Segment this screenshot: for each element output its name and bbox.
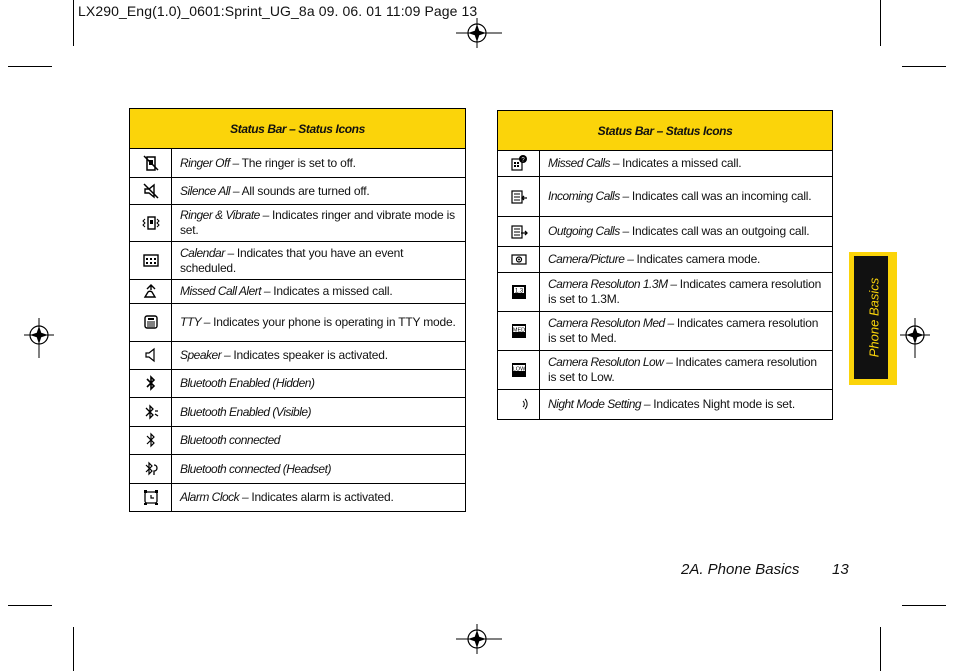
bluetooth-headset-icon — [142, 460, 160, 478]
incoming-calls-icon — [510, 187, 528, 205]
registration-mark-icon — [900, 318, 930, 358]
table-row — [130, 304, 466, 342]
row-desc: All sounds are turned off. — [239, 183, 370, 198]
status-icons-table-left — [129, 108, 466, 512]
camera-resolution-med-icon — [510, 322, 528, 340]
row-term: Alarm Clock – — [180, 490, 249, 504]
row-term: TTY – — [180, 315, 210, 329]
table-row — [130, 427, 466, 455]
missed-calls-icon — [510, 154, 528, 172]
row-desc: Indicates camera resolution is set to Med. — [548, 316, 819, 345]
silence-all-icon — [142, 182, 160, 200]
footer-section-title: 2A. Phone Basics — [681, 561, 800, 578]
table-row — [130, 342, 466, 370]
page-number: 13 — [832, 561, 849, 578]
ringer-off-icon — [142, 154, 160, 172]
outgoing-calls-icon — [510, 222, 528, 240]
missed-call-alert-icon — [142, 282, 160, 300]
table-row — [498, 151, 833, 177]
table-row — [498, 312, 833, 351]
row-term: Camera/Picture – — [548, 252, 634, 266]
section-tab — [849, 252, 897, 385]
row-desc: Indicates camera resolution is set to 1.3M. — [548, 277, 822, 306]
table-row — [130, 242, 466, 280]
svg-text:?: ? — [520, 157, 525, 164]
tty-icon — [142, 313, 160, 331]
table-row — [498, 273, 833, 312]
row-term: Bluetooth Enabled (Visible) — [180, 404, 312, 419]
registration-mark-icon — [456, 18, 502, 48]
table-row — [498, 177, 833, 217]
ringer-vibrate-icon — [142, 214, 160, 232]
camera-resolution-13m-icon — [510, 283, 528, 301]
row-term: Ringer Off – — [180, 155, 239, 170]
table-row — [130, 484, 466, 512]
row-term: Camera Resoluton Low – — [548, 355, 673, 369]
table-title: Status Bar – Status Icons — [130, 109, 466, 149]
row-desc: Indicates that you have an event scheduled. — [180, 245, 404, 275]
row-desc: Indicates your phone is operating in TTY mode. — [209, 315, 456, 329]
row-term: Outgoing Calls – — [548, 224, 629, 238]
row-desc: Indicates camera resolution is set to Low. — [548, 355, 817, 384]
row-desc: Indicates alarm is activated. — [248, 490, 394, 504]
table-row — [130, 455, 466, 484]
row-desc: Indicates call was an incoming call. — [628, 189, 812, 203]
table-row — [130, 205, 466, 242]
table-row — [498, 217, 833, 247]
table-row — [130, 178, 466, 205]
bluetooth-connected-icon — [142, 431, 160, 449]
row-term: Ringer & Vibrate – — [180, 208, 269, 222]
row-desc: Indicates ringer and vibrate mode is set. — [180, 208, 455, 237]
row-desc: Indicates camera mode. — [633, 252, 761, 266]
status-icons-table-right — [497, 110, 833, 420]
night-mode-icon — [510, 395, 528, 413]
registration-mark-icon — [24, 318, 54, 358]
bluetooth-visible-icon — [142, 403, 160, 421]
registration-mark-icon — [456, 624, 502, 654]
row-desc: Indicates a missed call. — [270, 284, 393, 298]
table-row — [130, 398, 466, 427]
table-row — [130, 149, 466, 178]
table-row — [130, 280, 466, 304]
row-term: Speaker – — [180, 348, 231, 362]
row-desc: Indicates speaker is activated. — [230, 348, 388, 362]
calendar-icon — [142, 251, 160, 269]
table-title: Status Bar – Status Icons — [498, 111, 833, 151]
table-row — [498, 247, 833, 273]
camera-picture-icon — [510, 250, 528, 268]
row-term: Night Mode Setting – — [548, 397, 651, 411]
row-term: Bluetooth Enabled (Hidden) — [180, 376, 315, 390]
row-desc: Indicates Night mode is set. — [650, 397, 796, 411]
row-term: Missed Calls – — [548, 156, 620, 170]
row-term: Missed Call Alert – — [180, 284, 271, 298]
alarm-clock-icon — [142, 488, 160, 506]
row-term: Calendar – — [180, 245, 234, 260]
svg-text:LOW: LOW — [512, 366, 525, 373]
row-term: Silence All – — [180, 183, 240, 198]
section-tab-label: Phone Basics — [866, 277, 882, 358]
row-term: Camera Resoluton Med – — [548, 316, 674, 330]
row-term: Camera Resoluton 1.3M – — [548, 277, 677, 291]
row-desc: Indicates call was an outgoing call. — [628, 224, 810, 238]
row-desc: Indicates a missed call. — [619, 156, 742, 170]
row-term: Bluetooth connected (Headset) — [180, 461, 331, 476]
row-term: Bluetooth connected — [180, 433, 280, 447]
svg-text:MED: MED — [512, 327, 525, 334]
row-desc: The ringer is set to off. — [238, 155, 356, 170]
camera-resolution-low-icon — [510, 361, 528, 379]
table-row — [498, 351, 833, 390]
speaker-icon — [142, 346, 160, 364]
table-row — [498, 390, 833, 420]
row-term: Incoming Calls – — [548, 189, 629, 203]
table-row — [130, 370, 466, 398]
bluetooth-hidden-icon — [142, 374, 160, 392]
svg-text:1.3: 1.3 — [514, 288, 523, 295]
print-slug: LX290_Eng(1.0)_0601:Sprint_UG_8a 09. 06. 01 11:09 Page 13 — [78, 3, 478, 19]
